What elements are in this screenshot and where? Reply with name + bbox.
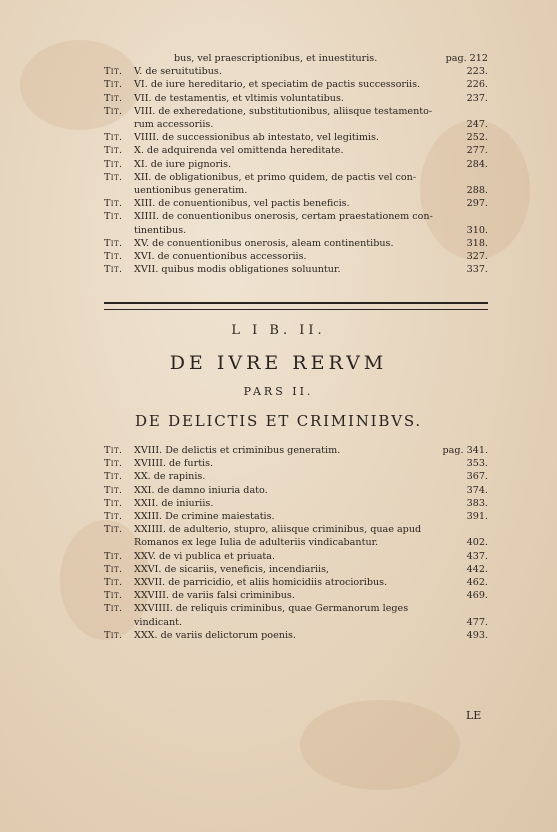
page-number: 353. <box>466 458 488 470</box>
page-number: 469. <box>466 590 488 602</box>
continuation-text: bus, vel praescriptionibus, et inuestituris. <box>174 53 378 64</box>
entry-title: V. de seruitutibus. <box>134 66 222 78</box>
tit-label: Tit. <box>104 511 123 523</box>
entry-title: XI. de iure pignoris. <box>134 158 232 170</box>
tit-label: Tit. <box>104 550 123 562</box>
page-number: 383. <box>466 497 488 509</box>
tit-label: Tit. <box>104 458 123 470</box>
tit-label: Tit. <box>104 603 123 615</box>
tit-label: Tit. <box>104 92 123 104</box>
tit-label: Tit. <box>104 629 123 641</box>
page-number: 297. <box>466 198 488 210</box>
continuation-line <box>104 52 488 65</box>
page-number: 310. <box>466 224 488 236</box>
toc-entry <box>104 510 488 523</box>
toc-entry <box>104 92 488 105</box>
tit-label: Tit. <box>104 577 123 589</box>
entry-title: XVIII. De delictis et criminibus generatim. <box>134 445 341 456</box>
entry-title: XX. de rapinis. <box>134 471 206 483</box>
entry-title: X. de adquirenda vel omittenda hereditate. <box>134 145 344 157</box>
catchword: LE <box>466 709 482 722</box>
page-number: 327. <box>466 251 488 263</box>
tit-label: Tit. <box>104 563 123 575</box>
page-number: 493. <box>466 629 488 641</box>
tit-label: Tit. <box>104 590 123 602</box>
tit-label: Tit. <box>104 237 123 249</box>
toc-entry <box>104 484 488 497</box>
entry-title: XXIII. De crimine maiestatis. <box>134 511 275 523</box>
entry-title: XVIIII. de furtis. <box>134 458 214 470</box>
toc-entry <box>104 210 488 223</box>
tit-label: Tit. <box>104 484 123 496</box>
double-rule <box>104 302 488 310</box>
tit-label: Tit. <box>104 66 123 78</box>
page-number: 374. <box>466 484 488 496</box>
tit-label: Tit. <box>104 445 123 456</box>
toc-entry <box>104 158 488 171</box>
page-number: 437. <box>466 550 488 562</box>
toc-entry <box>104 589 488 602</box>
tit-label: Tit. <box>104 251 123 263</box>
toc-entry <box>104 497 488 510</box>
toc-entry <box>104 470 488 483</box>
page-number: 288. <box>466 185 488 197</box>
entry-title: XVI. de conuentionibus accessoriis. <box>134 251 307 263</box>
entry-title: XXI. de damno iniuria dato. <box>134 484 268 496</box>
top-contents-list <box>104 52 488 276</box>
page-number: pag. 341. <box>442 445 488 456</box>
entry-title-continuation: uentionibus generatim. <box>134 185 248 197</box>
page-number: 247. <box>466 119 488 131</box>
toc-entry <box>104 237 488 250</box>
entry-title-continuation: vindicant. <box>134 616 183 628</box>
entry-title: VIII. de exheredatione, substitutionibus, aliisque testamento- <box>134 105 433 117</box>
tit-label: Tit. <box>104 145 123 157</box>
section-title: DE DELICTIS ET CRIMINIBVS. <box>135 412 422 430</box>
entry-title: XIIII. de conuentionibus onerosis, certam praestationem con- <box>134 211 433 223</box>
entry-title-continuation: rum accessoriis. <box>134 119 214 131</box>
entry-title: XV. de conuentionibus onerosis, aleam continentibus. <box>134 237 394 249</box>
toc-entry <box>104 65 488 78</box>
page-number: 226. <box>466 79 488 91</box>
entry-title: VII. de testamentis, et vltimis voluntatibus. <box>134 92 344 104</box>
toc-entry <box>104 105 488 118</box>
page-number: 477. <box>466 616 488 628</box>
toc-entry <box>104 144 488 157</box>
tit-label: Tit. <box>104 132 123 144</box>
tit-label: Tit. <box>104 79 123 91</box>
page-number: 318. <box>466 237 488 249</box>
page-number: 402. <box>466 537 488 549</box>
page-number: 252. <box>466 132 488 144</box>
entry-title: XXVIII. de variis falsi criminibus. <box>134 590 295 602</box>
toc-entry <box>104 523 488 536</box>
pars-heading: PARS II. <box>243 385 314 398</box>
page-number: 223. <box>466 66 488 78</box>
tit-label: Tit. <box>104 524 123 536</box>
entry-title: VI. de iure hereditario, et speciatim de pactis successoriis. <box>134 79 421 91</box>
toc-entry <box>104 197 488 210</box>
page-number: 391. <box>466 511 488 523</box>
entry-title: VIIII. de successionibus ab intestato, vel legitimis. <box>134 132 379 144</box>
page-number: 367. <box>466 471 488 483</box>
entry-title: XVII. quibus modis obligationes soluuntur. <box>134 264 341 276</box>
page-number: 337. <box>466 264 488 276</box>
toc-entry <box>104 444 488 457</box>
tit-label: Tit. <box>104 171 123 183</box>
tit-label: Tit. <box>104 158 123 170</box>
toc-entry <box>104 263 488 276</box>
toc-entry-continuation <box>104 118 488 131</box>
entry-title: XXVI. de sicariis, veneficis, incendiariis, <box>134 563 330 575</box>
entry-title: XXIIII. de adulterio, stupro, aliisque criminibus, quae apud <box>134 524 422 536</box>
toc-entry <box>104 457 488 470</box>
entries <box>104 444 488 642</box>
toc-entry <box>104 602 488 615</box>
toc-entry-continuation <box>104 224 488 237</box>
tit-label: Tit. <box>104 105 123 117</box>
toc-entry-continuation <box>104 184 488 197</box>
toc-entry <box>104 131 488 144</box>
entry-title-continuation: Romanos ex lege Iulia de adulteriis vindicabantur. <box>134 537 379 549</box>
entry-title: XII. de obligationibus, et primo quidem, de pactis vel con- <box>134 171 417 183</box>
toc-entry <box>104 629 488 642</box>
tit-label: Tit. <box>104 471 123 483</box>
tit-label: Tit. <box>104 211 123 223</box>
book-heading: L I B. II. <box>231 323 326 338</box>
toc-entry <box>104 78 488 91</box>
page-number: pag. 212 <box>445 53 488 64</box>
page-number: 442. <box>466 563 488 575</box>
toc-entry <box>104 563 488 576</box>
entry-title: XXII. de iniuriis. <box>134 497 214 509</box>
part-title: DE IVRE RERVM <box>169 352 388 374</box>
tit-label: Tit. <box>104 264 123 276</box>
toc-entry <box>104 171 488 184</box>
page-number: 462. <box>466 577 488 589</box>
entry-title: XXVIIII. de reliquis criminibus, quae Germanorum leges <box>134 603 409 615</box>
entry-title: XXV. de vi publica et priuata. <box>134 550 276 562</box>
tit-label: Tit. <box>104 198 123 210</box>
entry-title: XIII. de conuentionibus, vel pactis beneficis. <box>134 198 350 210</box>
toc-entry <box>104 576 488 589</box>
bottom-contents-list <box>104 444 488 642</box>
toc-entry <box>104 550 488 563</box>
tit-label: Tit. <box>104 497 123 509</box>
entry-title-continuation: tinentibus. <box>134 224 187 236</box>
page-number: 284. <box>466 158 488 170</box>
toc-entry-continuation <box>104 616 488 629</box>
toc-entry-continuation <box>104 536 488 549</box>
page-number: 277. <box>466 145 488 157</box>
toc-entry <box>104 250 488 263</box>
entry-title: XXX. de variis delictorum poenis. <box>134 629 296 641</box>
page-number: 237. <box>466 92 488 104</box>
entries <box>104 65 488 276</box>
entry-title: XXVII. de parricidio, et aliis homicidiis atrocioribus. <box>134 577 388 589</box>
